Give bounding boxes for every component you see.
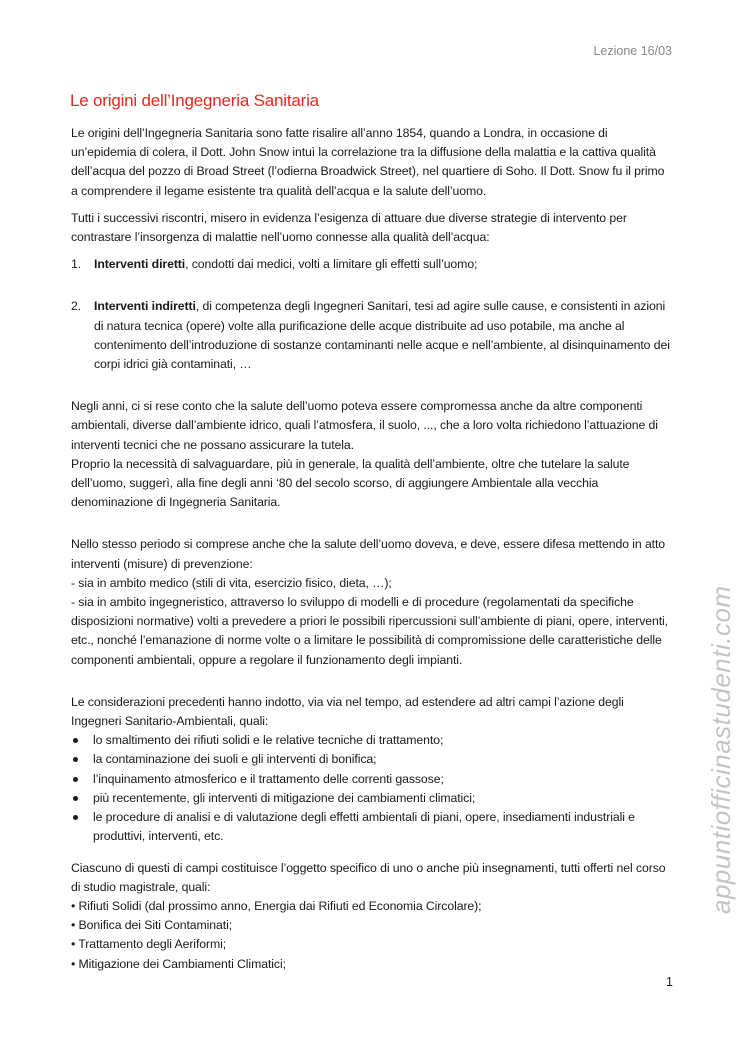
numbered-list-item — [71, 255, 671, 274]
paragraph-fields: Le considerazioni precedenti hanno indotto, via via nel tempo, ad estendere ad altri campi l’azione degli Ingegneri Sanitario-Ambientali, quali: — [71, 694, 624, 729]
paragraph-strategies: Tutti i successivi riscontri, misero in evidenza l’esigenza di attuare due diverse strategie di intervento per contrastare l’insorgenza di malattie nell’uomo connesse alla qualità dell’acqua: — [71, 210, 627, 245]
bullet-text: più recentemente, gli interventi di mitigazione dei cambiamenti climatici; — [93, 790, 476, 805]
paragraph-courses: Ciascuno di questi di campi costituisce l’oggetto specifico di uno o anche più insegnamenti, tutti offerti nel corso di studio magistrale, quali: — [71, 860, 666, 894]
course-item: • Mitigazione dei Cambiamenti Climatici; — [71, 956, 286, 971]
bullet-item — [71, 789, 671, 808]
paragraph-environment: Negli anni, ci si rese conto che la salute dell’uomo poteva essere compromessa anche da altre componenti ambientali, diverse dall’ambiente idrico, quali l’atmosfera, il suolo, ..., che a loro volta richiedono l’attuazione di interventi tecnici che ne possano assicurare la tutela. — [71, 399, 658, 452]
bullet-icon — [73, 815, 78, 820]
list-item-text: , di competenza degli Ingegneri Sanitari, tesi ad agire sulle cause, e consistenti in azioni di natura tecnica (opere) volte alla purificazione delle acque distribuite ad uso potabile, ma anche al contenimento dell’introduzione di sostanze contaminanti nelle acque e nell’ambiente, al disinquinamento dei corpi idrici già contaminati, … — [94, 299, 670, 372]
prevention-medical: - sia in ambito medico (stili di vita, esercizio fisico, dieta, …); — [71, 575, 392, 590]
list-number: 2. — [71, 299, 82, 314]
bullet-text: la contaminazione dei suoli e gli interventi di bonifica; — [93, 752, 377, 767]
bullet-item — [71, 770, 671, 789]
list-item-bold: Interventi indiretti — [94, 299, 196, 314]
bullet-item — [71, 808, 671, 846]
course-item: • Rifiuti Solidi (dal prossimo anno, Energia dai Rifiuti ed Economia Circolare); — [71, 898, 482, 913]
bullet-text: le procedure di analisi e di valutazione degli effetti ambientali di piani, opere, insediamenti industriali e produttivi, interventi, etc. — [93, 810, 635, 844]
bullet-text: lo smaltimento dei rifiuti solidi e le relative tecniche di trattamento; — [93, 733, 444, 748]
course-item: • Bonifica dei Siti Contaminati; — [71, 918, 233, 933]
bullet-icon — [73, 757, 78, 762]
page-title: Le origini dell’Ingegneria Sanitaria — [70, 91, 319, 110]
course-item: • Trattamento degli Aeriformi; — [71, 937, 227, 952]
document-body — [71, 124, 671, 974]
list-item-text: , condotti dai medici, volti a limitare gli effetti sull’uomo; — [185, 257, 478, 272]
lesson-date: Lezione 16/03 — [593, 44, 672, 58]
bullet-item — [71, 731, 671, 750]
watermark-text: appuntiofficinastudenti.com — [706, 585, 736, 914]
bullet-text: l’inquinamento atmosferico e il trattamento delle correnti gassose; — [93, 771, 444, 786]
bullet-icon — [73, 738, 78, 743]
fields-bullet-list — [71, 731, 671, 846]
page-number: 1 — [666, 975, 673, 989]
numbered-list — [71, 255, 671, 374]
numbered-list-item — [71, 297, 671, 374]
courses-list — [71, 897, 671, 974]
paragraph-origins: Le origini dell’Ingegneria Sanitaria sono fatte risalire all’anno 1854, quando a Londra, in occasione di un’epidemia di colera, il Dott. John Snow intuì la correlazione tra la diffusione della malattia e la cattiva qualità dell’acqua del pozzo di Broad Street (l’odierna Broadwick Street), nel quartiere di Soho. Il Dott. Snow fu il primo a comprendere il legame esistente tra qualità dell’acqua e la salute dell’uomo. — [71, 126, 665, 198]
bullet-item — [71, 750, 671, 769]
paragraph-prevention: Nello stesso periodo si comprese anche che la salute dell’uomo doveva, e deve, essere difesa mettendo in atto interventi (misure) di prevenzione: — [71, 537, 666, 571]
list-item-bold: Interventi diretti — [94, 257, 186, 272]
list-number: 1. — [71, 257, 82, 272]
prevention-engineering: - sia in ambito ingegneristico, attraverso lo sviluppo di modelli e di procedure (regolamentati da specifiche disposizioni normative) volti a prevedere a priori le possibili ripercussioni sull’ambiente di piani, opere, interventi, etc., nonché l’emanazione di norme volte o a limitare le possibilità di compromissione delle caratteristiche delle componenti ambientali, oppure a regolare il funzionamento degli impianti. — [71, 595, 668, 667]
bullet-icon — [73, 777, 78, 782]
paragraph-ambientale: Proprio la necessità di salvaguardare, più in generale, la qualità dell’ambiente, oltre che tutelare la salute dell’uomo, suggerì, alla fine degli anni ‘80 del secolo scorso, di aggiungere Ambientale alla vecchia denominazione di Ingegneria Sanitaria. — [71, 456, 630, 510]
bullet-icon — [73, 796, 78, 801]
